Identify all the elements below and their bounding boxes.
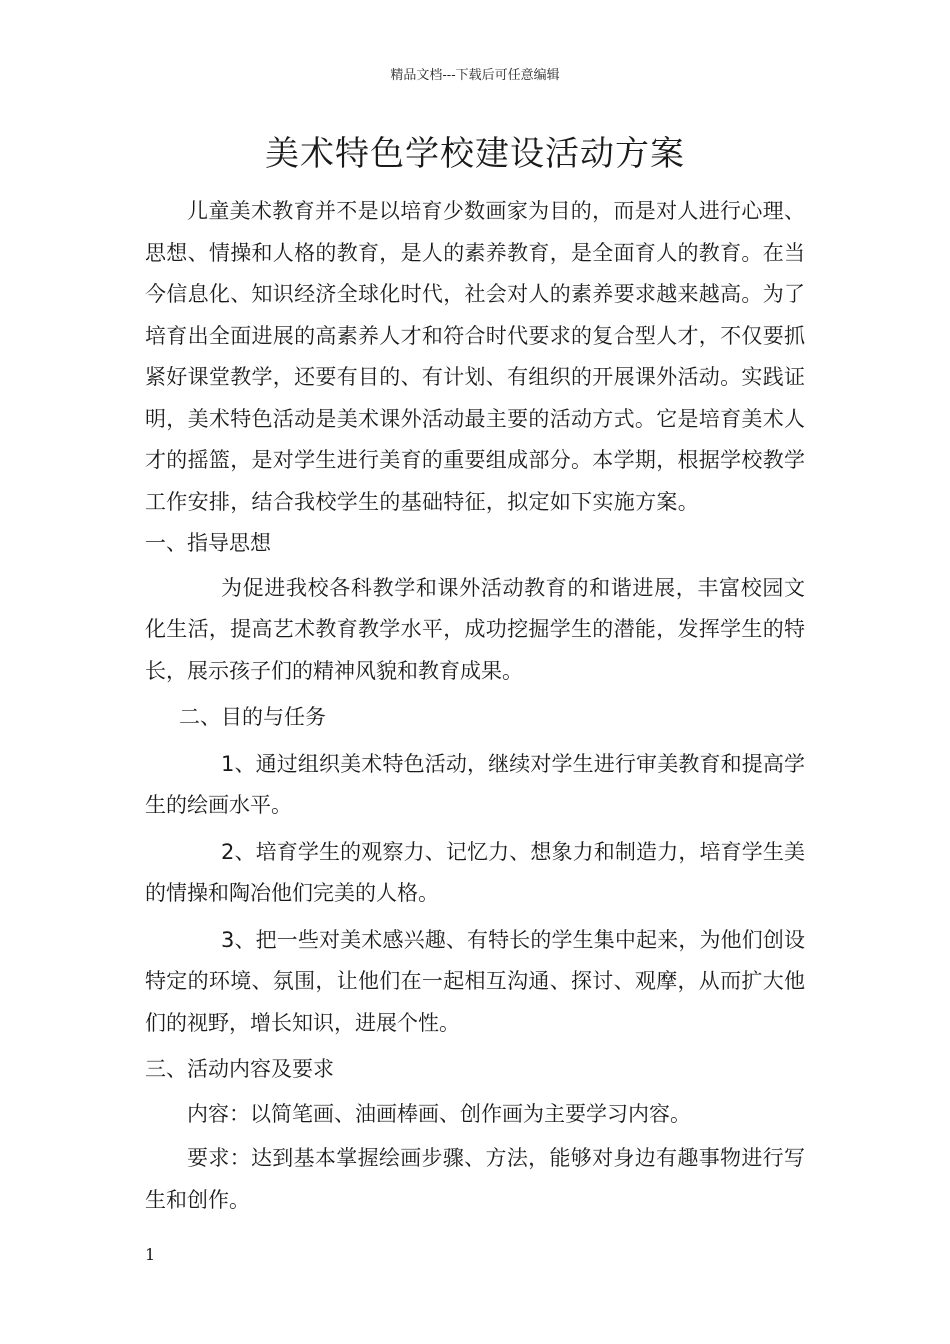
section2-item-1: 1、通过组织美术特色活动，继续对学生进行审美教育和提高学生的绘画水平。 — [145, 751, 805, 817]
intro-text: 儿童美术教育并不是以培育少数画家为目的，而是对人进行心理、思想、情操和人格的教育，是人的素养教育，是全面育人的教育。在当今信息化、知识经济全球化时代，社会对人的素养要求越来越高。为了培育出全面进展的高素养人才和符合时代要求的复合型人才，不仅要抓紧好课堂教学，还要有目的、有计划、有组织的开展课外活动。实践证明，美术特色活动是美术课外活动最主要的活动方式。它是培育美术人才的摇篮，是对学生进行美育的重要组成部分。本学期，根据学校教学工作安排，结合我校学生的基础特征，拟定如下实施方案。 — [145, 199, 805, 514]
section1-paragraph: 为促进我校各科教学和课外活动教育的和谐进展，丰富校园文化生活，提高艺术教育教学水平，成功挖掘学生的潜能，发挥学生的特长，展示孩子们的精神风貌和教育成果。 — [145, 575, 805, 683]
section3-content: 内容：以简笔画、油画棒画、创作画为主要学习内容。 — [187, 1101, 691, 1126]
page-number: 1 — [145, 1245, 156, 1264]
section2-heading: 二、目的与任务 — [179, 705, 326, 729]
section2-item-2: 2、培育学生的观察力、记忆力、想象力和制造力，培育学生美的情操和陶冶他们完美的人格。 — [145, 839, 805, 905]
section1-heading: 一、指导思想 — [145, 531, 271, 555]
document-title: 美术特色学校建设活动方案 — [265, 134, 685, 174]
section3-requirement: 要求：达到基本掌握绘画步骤、方法，能够对身边有趣事物进行写生和创作。 — [145, 1146, 805, 1212]
document-body — [145, 191, 805, 1221]
section3-heading: 三、活动内容及要求 — [145, 1057, 334, 1081]
intro-paragraph — [145, 191, 805, 565]
page-header: 精品文档---下载后可任意编辑 — [390, 68, 560, 83]
section2-item-3: 3、把一些对美术感兴趣、有特长的学生集中起来，为他们创设特定的环境、氛围，让他们在一起相互沟通、探讨、观摩，从而扩大他们的视野，增长知识，进展个性。 — [145, 927, 805, 1035]
